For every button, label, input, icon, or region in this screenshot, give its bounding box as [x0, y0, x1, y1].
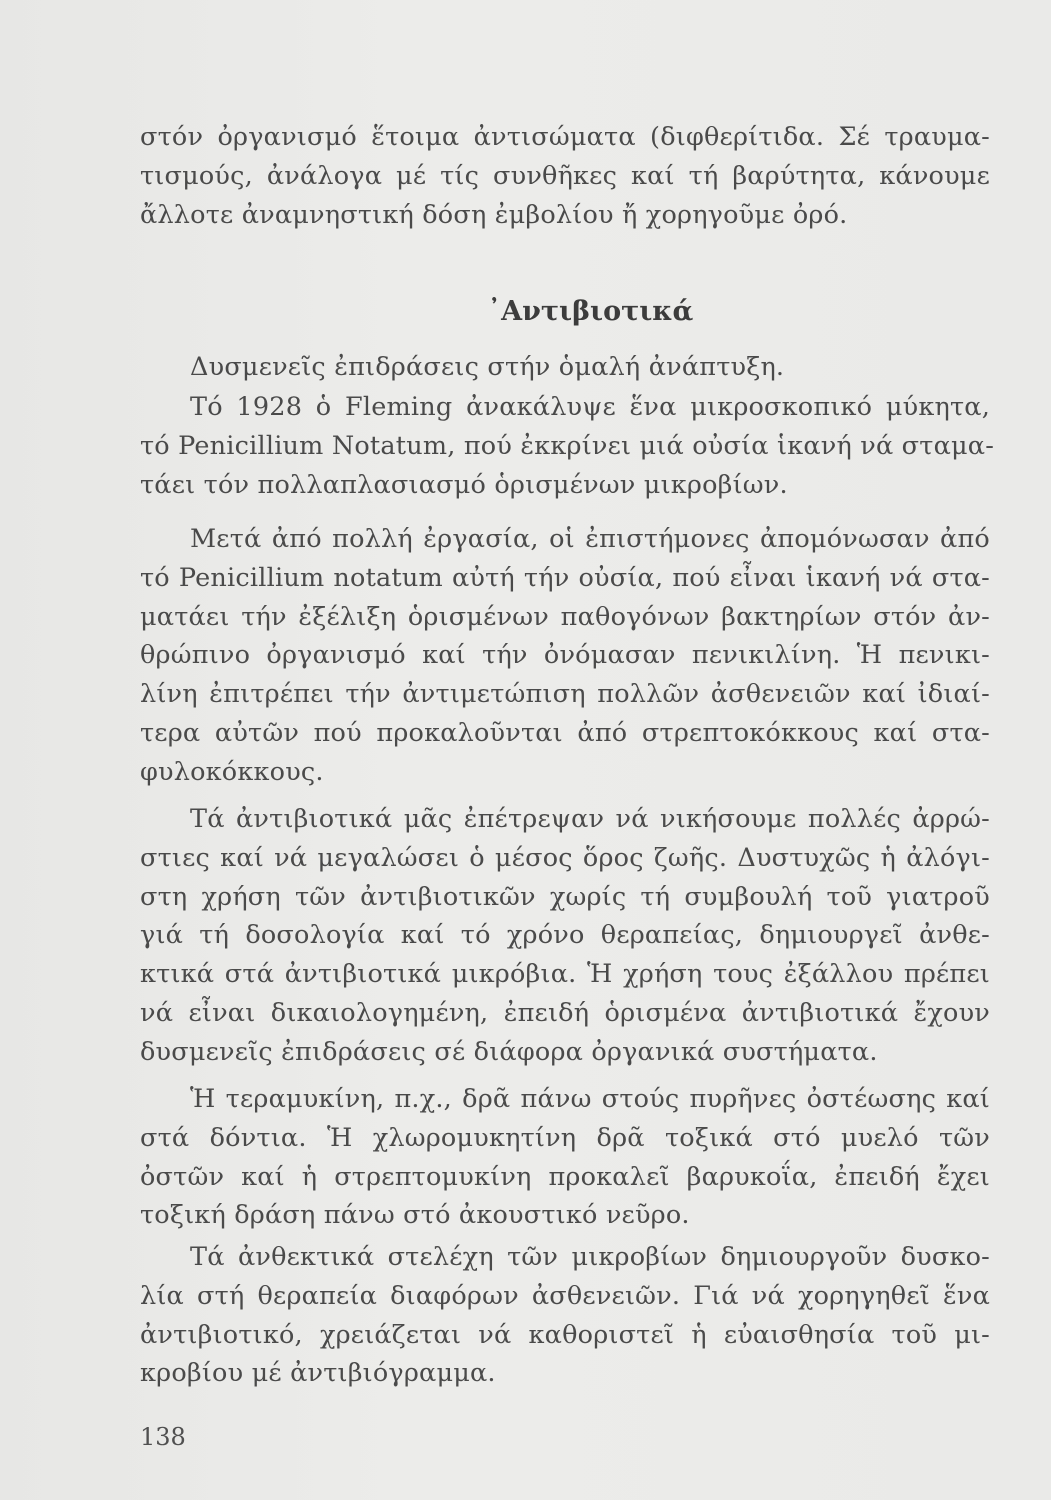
section-subheading: Δυσμενεῖς ἐπιδράσεις στήν ὁμαλή ἀνάπτυξη.	[190, 352, 785, 382]
paragraph-antibiotic-use	[140, 800, 990, 1072]
text-line: στόν ὀργανισμό ἕτοιμα ἀντισώματα (διφθερίτιδα. Σέ τραυμα-	[140, 122, 990, 152]
text-line: λίνη ἐπιτρέπει τήν ἀντιμετώπιση πολλῶν ἀσθενειῶν καί ἰδιαί-	[140, 679, 990, 710]
text-line: τερα αὐτῶν πού προκαλοῦνται ἀπό στρεπτοκόκκους καί στα-	[140, 717, 990, 748]
text-line: φυλοκόκκους.	[140, 756, 324, 787]
paragraph-penicillin	[140, 520, 990, 792]
text-line: τοξική δράση πάνω στό ἀκουστικό νεῦρο.	[140, 1200, 690, 1231]
text-line: Ἡ τεραμυκίνη, π.χ., δρᾶ πάνω στούς πυρῆνες ὀστέωσης καί	[190, 1084, 990, 1114]
text-line: στιες καί νά μεγαλώσει ὁ μέσος ὅρος ζωῆς. Δυστυχῶς ἡ ἀλόγι-	[140, 842, 990, 873]
text-line: ὀστῶν καί ἡ στρεπτομυκίνη προκαλεῖ βαρυκοΐα, ἐπειδή ἔχει	[140, 1161, 990, 1192]
text-line: Μετά ἀπό πολλή ἐργασία, οἱ ἐπιστήμονες ἀπομόνωσαν ἀπό	[190, 524, 990, 554]
text-line: στά δόντια. Ἡ χλωρομυκητίνη δρᾶ τοξικά στό μυελό τῶν	[140, 1122, 990, 1153]
text-line: τό Penicillium Notatum, πού ἐκκρίνει μιά οὐσία ἱκανή νά σταμα-	[140, 430, 995, 461]
section-heading: ᾽Αντιβιοτικά	[487, 296, 694, 327]
section-subheading-block	[140, 348, 990, 387]
paragraph-resistant-strains	[140, 1238, 990, 1393]
text-line: κροβίου μέ ἀντιβιόγραμμα.	[140, 1358, 496, 1389]
text-line: λία στή θεραπεία διαφόρων ἀσθενειῶν. Γιά νά χορηγηθεῖ ἕνα	[140, 1280, 990, 1311]
text-line: νά εἶναι δικαιολογημένη, ἐπειδή ὁρισμένα ἀντιβιοτικά ἔχουν	[140, 997, 990, 1028]
text-line: Τά ἀνθεκτικά στελέχη τῶν μικροβίων δημιουργοῦν δυσκο-	[190, 1242, 990, 1272]
page-number: 138	[140, 1423, 186, 1451]
text-line: τάει τόν πολλαπλασιασμό ὁρισμένων μικροβίων.	[140, 469, 788, 500]
text-line: ἀντιβιοτικό, χρειάζεται νά καθοριστεῖ ἡ εὐαισθησία τοῦ μι-	[140, 1319, 990, 1350]
text-line: ἄλλοτε ἀναμνηστική δόση ἐμβολίου ἤ χορηγοῦμε ὀρό.	[140, 199, 848, 230]
paragraph-fleming	[140, 388, 995, 504]
text-line: Τό 1928 ὁ Fleming ἀνακάλυψε ἕνα μικροσκοπικό μύκητα,	[190, 392, 990, 422]
text-line: κτικά στά ἀντιβιοτικά μικρόβια. Ἡ χρήση τους ἐξάλλου πρέπει	[140, 959, 990, 990]
text-line: στη χρήση τῶν ἀντιβιοτικῶν χωρίς τή συμβουλή τοῦ γιατροῦ	[140, 881, 990, 912]
text-line: γιά τή δοσολογία καί τό χρόνο θεραπείας, δημιουργεῖ ἀνθε-	[140, 920, 990, 951]
text-line: τό Penicillium notatum αὐτή τήν οὐσία, πού εἶναι ἱκανή νά στα-	[140, 562, 990, 593]
text-line: θρώπινο ὀργανισμό καί τήν ὀνόμασαν πενικιλίνη. Ἡ πενικι-	[140, 640, 990, 671]
paragraph-side-effects	[140, 1080, 990, 1235]
text-line: τισμούς, ἀνάλογα μέ τίς συνθῆκες καί τή βαρύτητα, κάνουμε	[140, 160, 990, 191]
paragraph-continuation	[140, 118, 990, 234]
text-line: δυσμενεῖς ἐπιδράσεις σέ διάφορα ὀργανικά συστήματα.	[140, 1036, 878, 1067]
text-line: ματάει τήν ἐξέλιξη ὁρισμένων παθογόνων βακτηρίων στόν ἀν-	[140, 601, 990, 632]
text-line: Τά ἀντιβιοτικά μᾶς ἐπέτρεψαν νά νικήσουμε πολλές ἀρρώ-	[190, 804, 990, 834]
